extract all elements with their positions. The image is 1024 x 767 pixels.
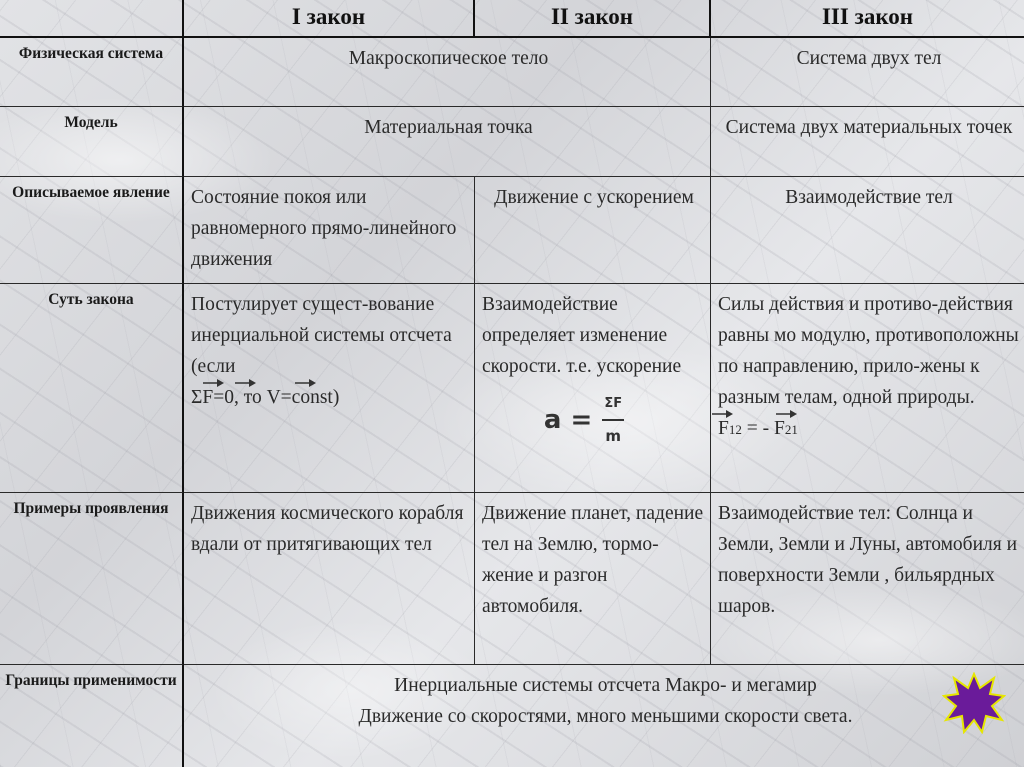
physical-system-law-3: Система двух тел <box>711 38 1024 107</box>
physical-system-law-1-2: Макроскопическое тело <box>184 38 711 107</box>
phenomenon-law-1: Состояние покоя или равномерного прямо-линейного движения <box>184 177 475 284</box>
formula-denominator: m <box>605 427 622 445</box>
header-law-2: II закон <box>475 0 711 38</box>
essence-law-1-text: Постулирует сущест-вование инерциальной системы отсчета (если <box>191 294 452 377</box>
essence-law-2-text: Взаимодействие определяет изменение скорости. т.е. ускорение <box>482 294 682 377</box>
purple-star-icon[interactable] <box>942 672 1006 734</box>
essence-law-3-formula: F12 = - F21 <box>718 418 798 439</box>
examples-law-3: Взаимодействие тел: Солнца и Земли, Земли и Луны, автомобиля и поверхности Земли , бильярдных шаров. <box>711 493 1024 665</box>
model-law-3: Система двух материальных точек <box>711 107 1024 177</box>
vector-arrow-icon <box>712 409 734 419</box>
phenomenon-law-3: Взаимодействие тел <box>711 177 1024 284</box>
model-law-1-2: Материальная точка <box>184 107 711 177</box>
essence-law-3 <box>711 284 1024 493</box>
formula-numerator: ΣF <box>602 388 624 421</box>
vector-arrow-icon <box>235 378 257 388</box>
examples-law-2: Движение планет, падение тел на Землю, тормо-жение и разгон автомобиля. <box>475 493 711 665</box>
row-label-model: Модель <box>0 107 184 177</box>
essence-law-1 <box>184 284 475 493</box>
essence-law-1-formula: ΣF=0, то V=const) <box>191 387 340 408</box>
limits-line-1: Инерциальные системы отсчета Макро- и мегамир <box>394 675 817 696</box>
vector-arrow-icon <box>776 409 798 419</box>
examples-law-1: Движения космического корабля вдали от притягивающих тел <box>184 493 475 665</box>
limits-line-2: Движение со скоростями, много меньшими скорости света. <box>358 706 853 727</box>
header-law-1: I закон <box>184 0 475 38</box>
row-label-essence: Суть закона <box>0 284 184 493</box>
row-label-limits: Границы применимости <box>0 665 184 767</box>
phenomenon-law-2: Движение с ускорением <box>475 177 711 284</box>
corner-cell <box>0 0 184 38</box>
essence-law-2 <box>475 284 711 493</box>
row-label-phenomenon: Описываемое явление <box>0 177 184 284</box>
formula-lhs: a = <box>543 404 593 435</box>
acceleration-formula <box>475 388 706 452</box>
vector-arrow-icon <box>203 378 225 388</box>
vector-arrow-icon <box>295 378 317 388</box>
row-label-physical-system: Физическая система <box>0 38 184 107</box>
header-law-3: III закон <box>711 0 1024 38</box>
essence-law-3-text: Силы действия и противо-действия равны мо модулю, противоположны по направлению, прило-жены к разным телам, одной природы. <box>718 294 1019 408</box>
limits-all-laws <box>184 665 1024 767</box>
row-label-examples: Примеры проявления <box>0 493 184 665</box>
